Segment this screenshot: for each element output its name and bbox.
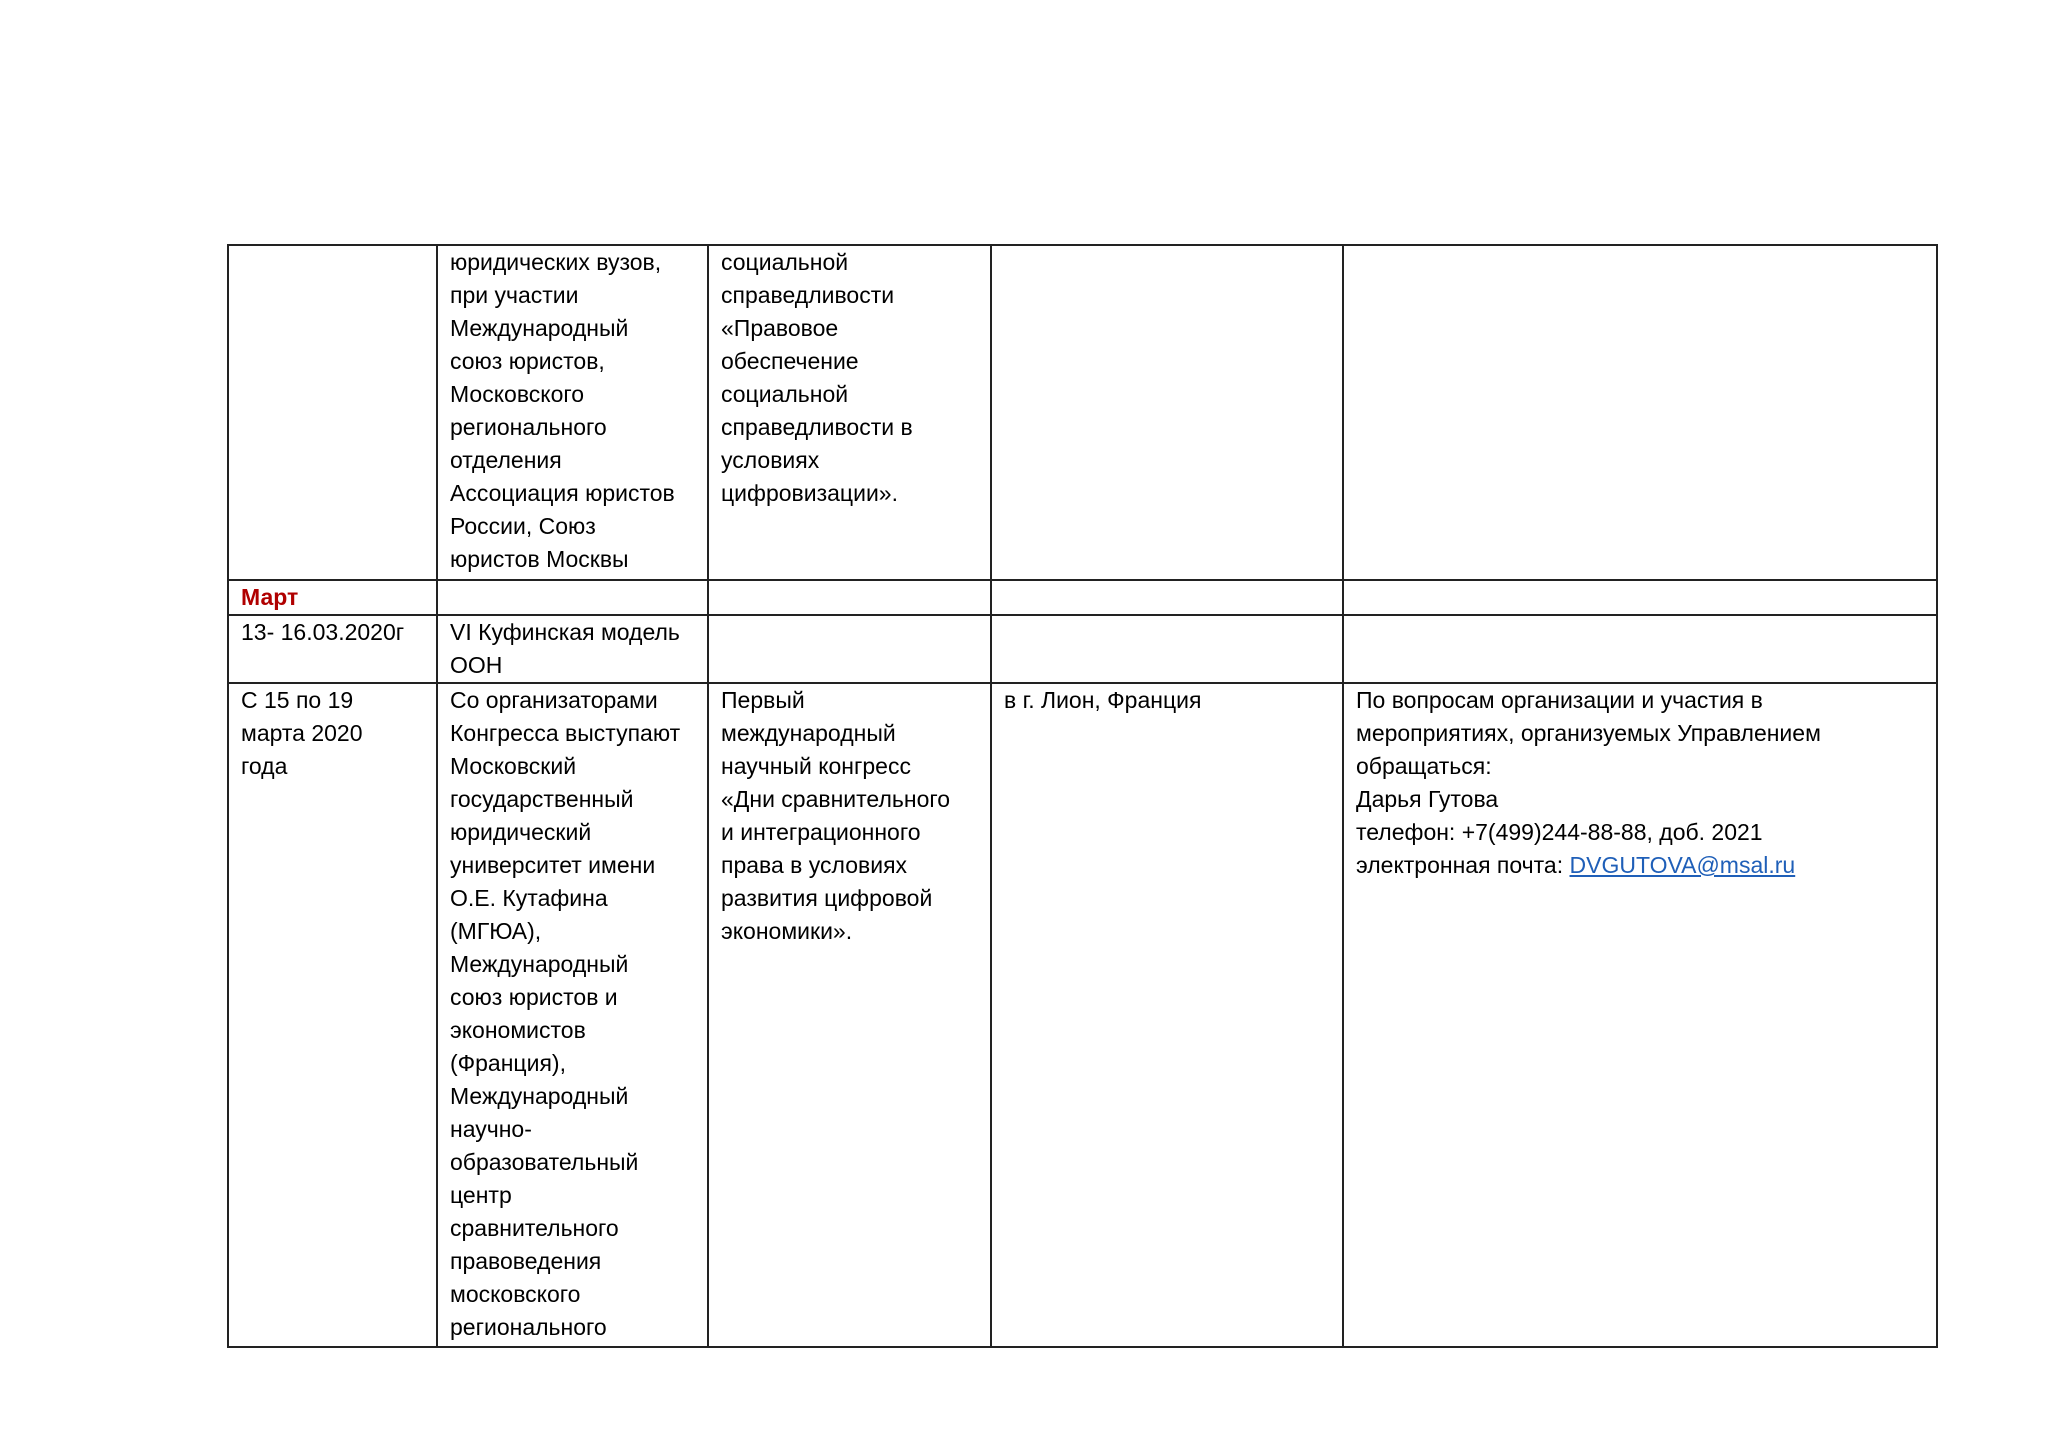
table-row-continuation [228, 245, 1937, 580]
cell-empty [991, 580, 1343, 615]
cell-organizer: юридических вузов, при участии Международный союз юристов, Московского регионального отделения Ассоциация юристов России, Союз юристов Москвы [437, 245, 708, 580]
email-link[interactable]: DVGUTOVA@msal.ru [1569, 852, 1796, 878]
cell-place: в г. Лион, Франция [991, 683, 1343, 1347]
cell-title: социальной справедливости «Правовое обеспечение социальной справедливости в условиях цифровизации». [708, 245, 991, 580]
cell-place [991, 245, 1343, 580]
cell-date: 13- 16.03.2020г [228, 615, 437, 683]
month-label: Март [241, 584, 299, 610]
cell-contacts [1343, 615, 1937, 683]
cell-date: С 15 по 19 марта 2020 года [228, 683, 437, 1347]
cell-contacts [1343, 683, 1937, 1347]
table-row-event [228, 683, 1937, 1347]
cell-date [228, 245, 437, 580]
cell-month [228, 580, 437, 615]
cell-empty [1343, 580, 1937, 615]
cell-title: Первый международный научный конгресс «Дни сравнительного и интеграционного права в условиях развития цифровой экономики». [708, 683, 991, 1347]
cell-contacts [1343, 245, 1937, 580]
events-table [227, 244, 1938, 1348]
cell-organizer: VI Куфинская модель ООН [437, 615, 708, 683]
table-row-event [228, 615, 1937, 683]
cell-empty [708, 580, 991, 615]
contacts-text: По вопросам организации и участия в мероприятиях, организуемых Управлением обращаться: Дарья Гутова телефон: +7(499)244-88-88, доб. 2021 электронная почта: [1356, 687, 1821, 878]
cell-empty [437, 580, 708, 615]
cell-title [708, 615, 991, 683]
cell-organizer: Со организаторами Конгресса выступают Московский государственный юридический университет имени О.Е. Кутафина (МГЮА), Международный союз юристов и экономистов (Франция), Международный научно- образовательный центр сравнительного правоведения московского регионального [437, 683, 708, 1347]
table-row-month [228, 580, 1937, 615]
cell-place [991, 615, 1343, 683]
